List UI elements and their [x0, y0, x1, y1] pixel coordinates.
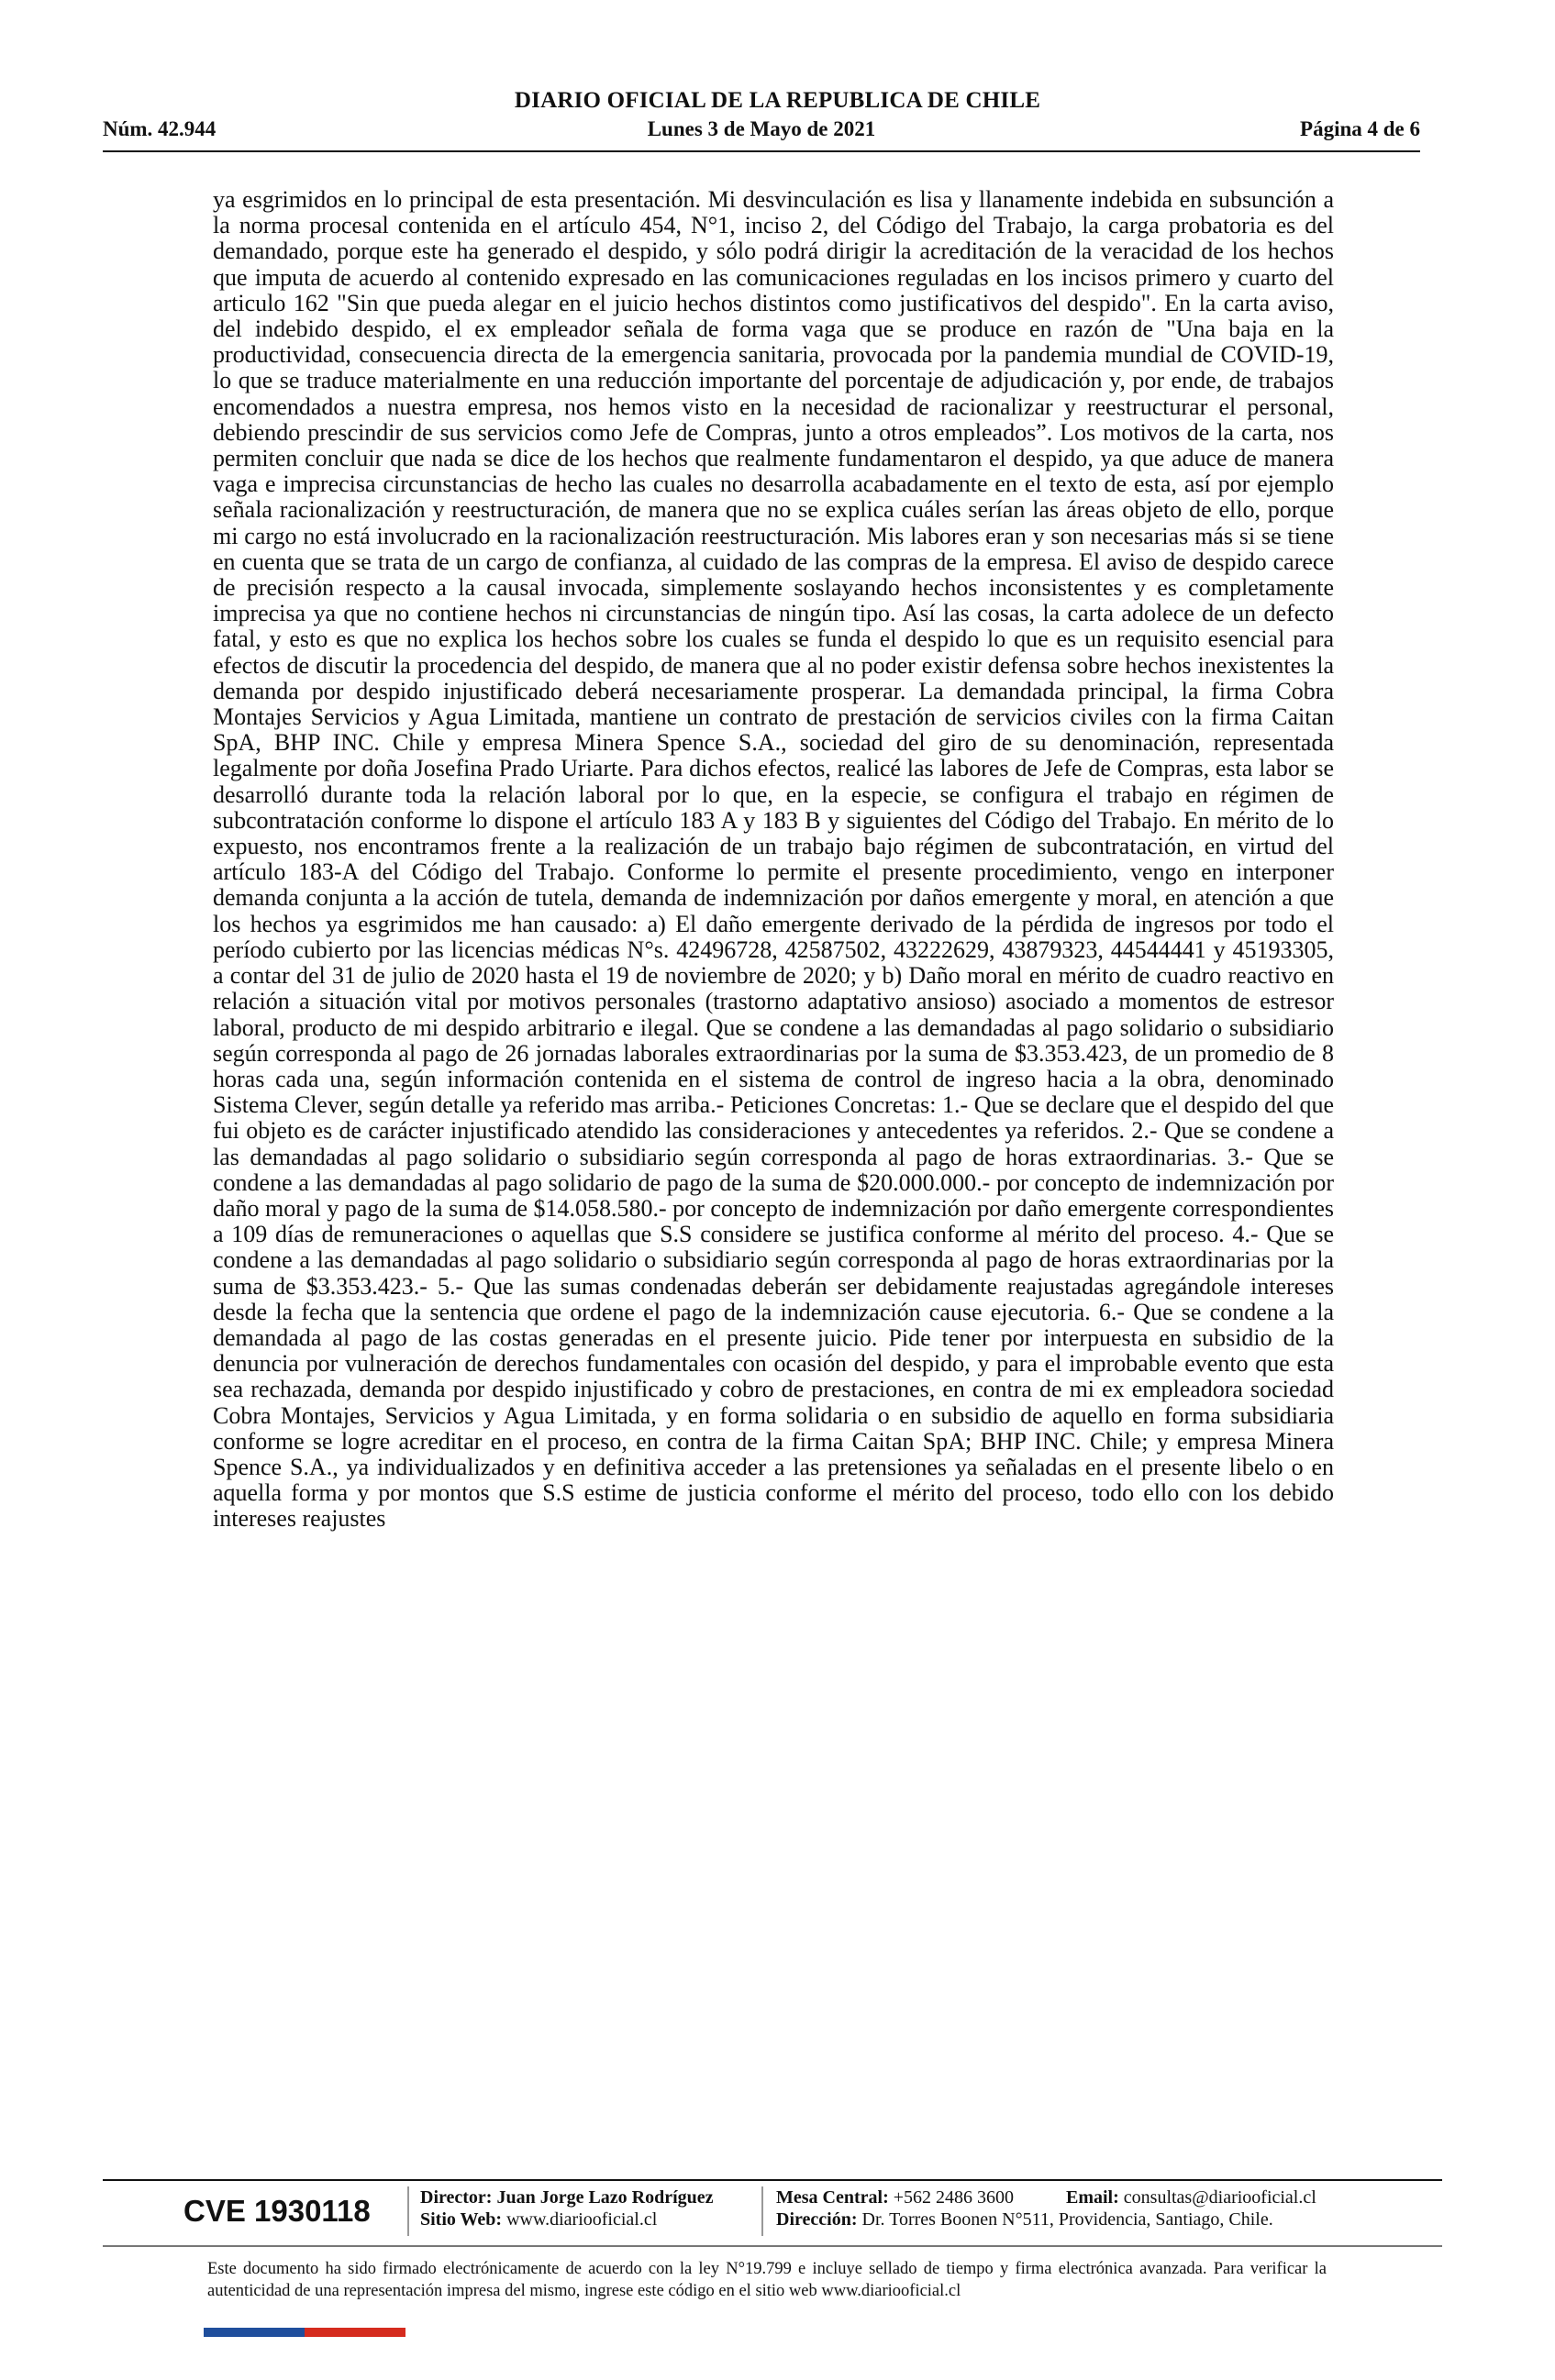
- flag-red-segment: [305, 2328, 405, 2337]
- address-text: Dr. Torres Boonen N°511, Providencia, Santiago, Chile.: [861, 2209, 1273, 2230]
- footer-director-block: [420, 2186, 714, 2231]
- flag-bar: [204, 2328, 405, 2337]
- director-name: Juan Jorge Lazo Rodríguez: [496, 2187, 714, 2208]
- director-label: Director:: [420, 2187, 493, 2208]
- issue-date: Lunes 3 de Mayo de 2021: [647, 117, 876, 140]
- footer-separator: [407, 2186, 409, 2236]
- signature-notice: Este documento ha sido firmado electrónicamente de acuerdo con la ley N°19.799 e incluye sellado de tiempo y firma electrónica avanzada. Para verificar la autenticidad de una representación impresa del mismo, ingrese este código en el sitio web www.diariooficial.cl: [207, 2260, 1327, 2300]
- address-label: Dirección:: [776, 2209, 858, 2230]
- body-paragraph: ya esgrimidos en lo principal de esta presentación. Mi desvinculación es lisa y llanamente indebida en subsunción a la norma procesal contenida en el artículo 454, N°1, inciso 2, del Código del Trabajo, la carga probatoria es del demandado, porque este ha generado el despido, y sólo podrá dirigir la acreditación de la veracidad de los hechos que imputa de acuerdo al contenido expresado en las comunicaciones reguladas en los incisos primero y cuarto del articulo 162 "Sin que pueda alegar en el juicio hechos distintos como justificativos del despido". En la carta aviso, del indebido despido, el ex empleador señala de forma vaga que se produce en razón de "Una baja en la productividad, consecuencia directa de la emergencia sanitaria, provocada por la pandemia mundial de COVID-19, lo que se traduce materialmente en una reducción importante del porcentaje de adjudicación y, por ende, de trabajos encomendados a nuestra empresa, nos hemos visto en la necesidad de racionalizar y reestructurar el personal, debiendo prescindir de sus servicios como Jefe de Compras, junto a otros empleados”. Los motivos de la carta, nos permiten concluir que nada se dice de los hechos que realmente fundamentaron el despido, ya que aduce de manera vaga e imprecisa circunstancias de hecho las cuales no desarrolla acabadamente en el texto de esta, así por ejemplo señala racionalización y reestructuración, de manera que no se explica cuáles serían las áreas objeto de ello, porque mi cargo no está involucrado en la racionalización reestructuración. Mis labores eran y son necesarias más si se tiene en cuenta que se trata de un cargo de confianza, al cuidado de las compras de la empresa. El aviso de despido carece de precisión respecto a la causal invocada, simplemente soslayando hechos inconsistentes y es completamente imprecisa ya que no contiene hechos ni circunstancias de ningún tipo. Así las cosas, la carta adolece de un defecto fatal, y esto es que no explica los hechos sobre los cuales se funda el despido lo que es un requisito esencial para efectos de discutir la procedencia del despido, de manera que al no poder existir defensa sobre hechos inexistentes la demanda por despido injustificado deberá necesariamente prosperar. La demandada principal, la firma Cobra Montajes Servicios y Agua Limitada, mantiene un contrato de prestación de servicios civiles con la firma Caitan SpA, BHP INC. Chile y empresa Minera Spence S.A., sociedad del giro de su denominación, representada legalmente por doña Josefina Prado Uriarte. Para dichos efectos, realicé las labores de Jefe de Compras, esta labor se desarrolló durante toda la relación laboral por lo que, en la especie, se configura el trabajo en régimen de subcontratación conforme lo dispone el artículo 183 A y 183 B y siguientes del Código del Trabajo. En mérito de lo expuesto, nos encontramos frente a la realización de un trabajo bajo régimen de subcontratación, en virtud del artículo 183-A del Código del Trabajo. Conforme lo permite el presente procedimiento, vengo en interponer demanda conjunta a la acción de tutela, demanda de indemnización por daños emergente y moral, en atención a que los hechos ya esgrimidos me han causado: a) El daño emergente derivado de la pérdida de ingresos por todo el período cubierto por las licencias médicas N°s. 42496728, 42587502, 43222629, 43879323, 44544441 y 45193305, a contar del 31 de julio de 2020 hasta el 19 de noviembre de 2020; y b) Daño moral en mérito de cuadro reactivo en relación a situación vital por motivos personales (trastorno adaptativo ansioso) asociado a momentos de estresor laboral, producto de mi despido arbitrario e ilegal. Que se condene a las demandadas al pago solidario o subsidiario según corresponda al pago de 26 jornadas laborales extraordinarias por la suma de $3.353.423, de un promedio de 8 horas cada una, según información contenida en el sistema de control de ingreso hacia a la obra, denominado Sistema Clever, según detalle ya referido mas arriba.- Peticiones Concretas: 1.- Que se declare que el despido del que fui objeto es de carácter injustificado atendido las consideraciones y antecedentes ya referidos. 2.- Que se condene a las demandadas al pago solidario o subsidiario según corresponda al pago de horas extraordinarias. 3.- Que se condene a las demandadas al pago solidario de pago de la suma de $20.000.000.- por concepto de indemnización por daño moral y pago de la suma de $14.058.580.- por concepto de indemnización por daño emergente correspondientes a 109 días de remuneraciones o aquellas que S.S considere se justifica conforme al mérito del proceso. 4.- Que se condene a las demandadas al pago solidario o subsidiario según corresponda al pago de horas extraordinarias por la suma de $3.353.423.- 5.- Que las sumas condenadas deberán ser debidamente reajustadas agregándole intereses desde la fecha que la sentencia que ordene el pago de la indemnización cause ejecutoria. 6.- Que se condene a la demandada al pago de las costas generadas en el presente juicio. Pide tener por interpuesta en subsidio de la denuncia por vulneración de derechos fundamentales con ocasión del despido, y para el improbable evento que esta sea rechazada, demanda por despido injustificado y cobro de prestaciones, en contra de mi ex empleadora sociedad Cobra Montajes, Servicios y Agua Limitada, y en forma solidaria o en subsidio de aquello en forma subsidiaria conforme se logre acreditar en el proceso, en contra de la firma Caitan SpA; BHP INC. Chile; y empresa Minera Spence S.A., ya individualizados y en definitiva acceder a las pretensiones ya señaladas en el presente libelo o en aquella forma y por montos que S.S estime de justicia conforme el mérito del proceso, todo ello con los debido intereses reajustes: [213, 186, 1334, 1533]
- email-link[interactable]: consultas@diariooficial.cl: [1123, 2187, 1316, 2208]
- cve-code: CVE 1930118: [183, 2194, 371, 2228]
- page-number: Página 4 de 6: [1300, 117, 1420, 140]
- website-link[interactable]: www.diariooficial.cl: [506, 2209, 658, 2230]
- email-label: Email:: [1066, 2187, 1119, 2208]
- issue-number: Núm. 42.944: [103, 117, 217, 140]
- footer-divider: [103, 2179, 1442, 2181]
- header-divider: [103, 150, 1420, 152]
- phone-number: +562 2486 3600: [893, 2187, 1015, 2208]
- phone-label: Mesa Central:: [776, 2187, 889, 2208]
- footer-email-block: [1066, 2186, 1316, 2208]
- website-label: Sitio Web:: [420, 2209, 503, 2230]
- footer-separator: [761, 2186, 763, 2236]
- publication-title: DIARIO OFICIAL DE LA REPUBLICA DE CHILE: [514, 88, 1041, 113]
- footer-divider-secondary: [103, 2245, 1442, 2247]
- header-row: [103, 117, 1420, 147]
- flag-blue-segment: [204, 2328, 305, 2337]
